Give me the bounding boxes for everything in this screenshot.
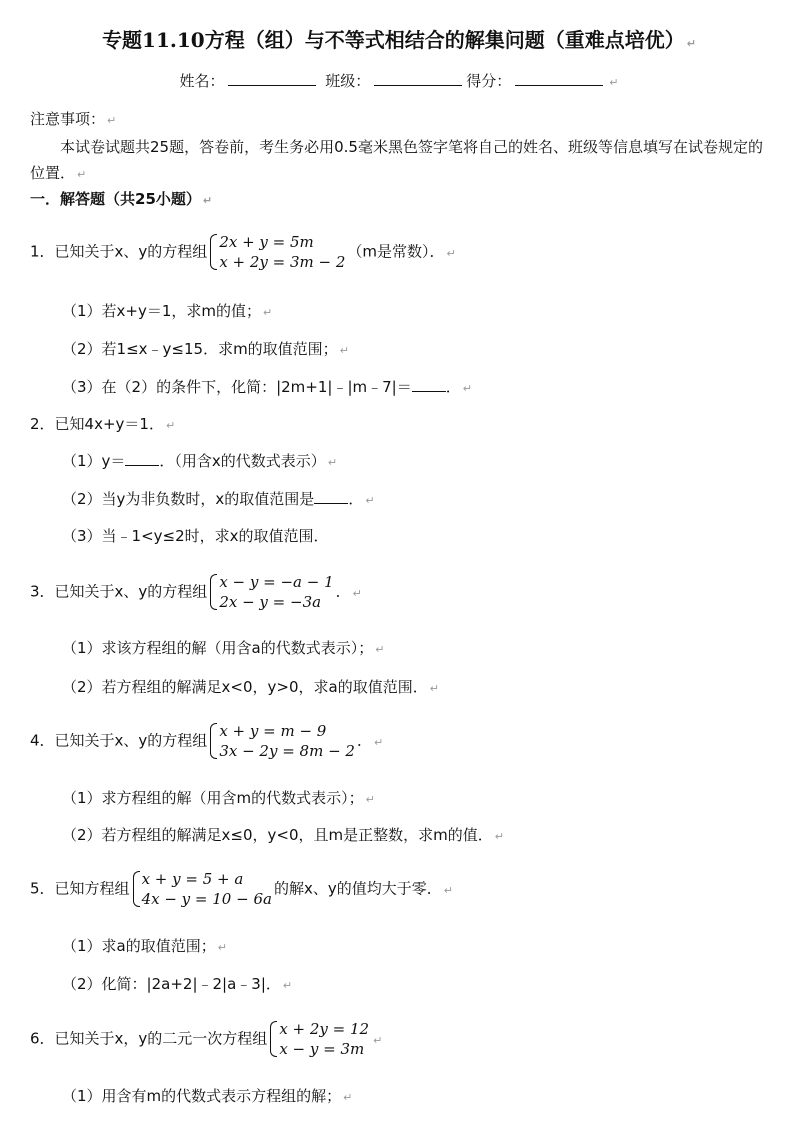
equation-line: x − y = 3m: [279, 1040, 365, 1058]
question-intro: 已知关于x，y的二元一次方程组: [54, 1029, 268, 1048]
equation-line: x + y = m − 9: [219, 722, 327, 740]
part-text-end: ．（用含x的代数式表示）: [159, 452, 326, 470]
answer-blank[interactable]: [125, 453, 159, 466]
part-text: （2）化简：|2a+2|﹣2|a﹣3|．: [62, 975, 281, 993]
part-text: （1）用含有m的代数式表示方程组的解；: [62, 1087, 342, 1105]
notes-text-content: 本试卷试题共25题，答卷前，考生务必用0.5毫米黑色签字笔将自己的姓名、班级等信息填写在试卷规定的位置．: [30, 138, 763, 182]
return-mark-icon: ↵: [443, 883, 453, 897]
question-5: [30, 869, 453, 909]
part-text: （2）若方程组的解满足x<0，y>0，求a的取值范围．: [62, 678, 428, 696]
part-text: （1）求方程组的解（用含m的代数式表示）；: [62, 789, 364, 807]
question-tail: （m是常数）．: [347, 242, 445, 261]
equation-system: [269, 1019, 369, 1059]
equation-line: 2x + y = 5m: [219, 233, 314, 251]
return-mark-icon: ↵: [429, 682, 439, 695]
return-mark-icon: ↵: [165, 419, 176, 432]
question-6: [30, 1019, 382, 1059]
equation-line: 4x − y = 10 − 6a: [141, 890, 272, 908]
question-2: [30, 413, 175, 434]
notes-heading-text: 注意事项：: [30, 110, 106, 128]
answer-blank[interactable]: [314, 491, 348, 504]
question-3-part-1: [62, 637, 384, 658]
return-mark-icon: ↵: [373, 735, 384, 749]
notes-heading: [30, 108, 116, 129]
question-3-part-2: [62, 676, 439, 697]
part-text: （1）y＝: [62, 452, 126, 470]
section-title: [30, 188, 212, 209]
question-intro: 已知关于x、y的方程组: [54, 582, 208, 601]
question-number: 2．: [30, 415, 55, 433]
equation-system: [132, 869, 272, 909]
return-mark-icon: ↵: [217, 941, 227, 954]
part-text: （3）在（2）的条件下，化简：|2m+1|﹣|m﹣7|＝: [62, 378, 412, 396]
return-mark-icon: ↵: [263, 306, 273, 319]
question-intro: 已知4x+y＝1．: [54, 415, 164, 433]
return-mark-icon: ↵: [107, 114, 117, 127]
return-mark-icon: ↵: [609, 76, 619, 89]
return-mark-icon: ↵: [686, 37, 696, 50]
return-mark-icon: ↵: [365, 793, 375, 806]
equation-system: [209, 721, 355, 761]
equation-line: 3x − 2y = 8m − 2: [219, 742, 355, 760]
return-mark-icon: ↵: [282, 979, 293, 992]
question-5-part-2: [62, 973, 292, 994]
question-tail: ．: [356, 731, 372, 750]
page-title: [0, 24, 798, 53]
question-number: 5．: [30, 879, 55, 898]
question-intro: 已知关于x、y的方程组: [54, 731, 208, 750]
part-text: （3）当﹣1<y≤2时，求x的取值范围．: [62, 527, 329, 545]
question-5-part-1: [62, 935, 227, 956]
question-number: 6．: [30, 1029, 55, 1048]
equation-system: [209, 232, 345, 272]
part-text-end: ．: [348, 490, 364, 508]
return-mark-icon: ↵: [462, 382, 472, 395]
equation-system: [209, 572, 333, 612]
question-1: [30, 232, 456, 272]
part-text: （2）若1≤x﹣y≤15．求m的取值范围；: [62, 340, 338, 358]
page-title-text: 专题11.10方程（组）与不等式相结合的解集问题（重难点培优）: [102, 28, 685, 52]
part-text: （1）求该方程组的解（用含a的代数式表示）；: [62, 639, 374, 657]
score-label: 得分：: [466, 72, 512, 90]
question-4: [30, 721, 383, 761]
question-2-part-3: [62, 525, 329, 546]
question-intro: 已知方程组: [54, 879, 130, 898]
return-mark-icon: ↵: [446, 246, 456, 260]
question-6-part-1: [62, 1085, 352, 1106]
return-mark-icon: ↵: [373, 1033, 383, 1047]
question-1-part-3: [62, 376, 472, 397]
equation-line: x + 2y = 12: [279, 1020, 370, 1038]
part-text-end: ．: [445, 378, 461, 396]
equation-line: x + 2y = 3m − 2: [219, 253, 346, 271]
section-title-text: 一．解答题（共25小题）: [30, 190, 201, 208]
question-number: 3．: [30, 582, 55, 601]
question-intro: 已知关于x、y的方程组: [54, 242, 208, 261]
return-mark-icon: ↵: [327, 456, 338, 469]
return-mark-icon: ↵: [202, 194, 213, 207]
part-text: （2）若方程组的解满足x≤0，y<0，且m是正整数，求m的值．: [62, 826, 493, 844]
answer-blank[interactable]: [412, 379, 446, 392]
notes-text: [30, 134, 775, 188]
part-text: （2）当y为非负数时，x的取值范围是: [62, 490, 315, 508]
return-mark-icon: ↵: [494, 830, 504, 843]
equation-line: 2x − y = −3a: [219, 593, 322, 611]
question-number: 1．: [30, 242, 55, 261]
score-blank[interactable]: [515, 71, 603, 86]
question-tail: 的解x、y的值均大于零．: [273, 879, 442, 898]
return-mark-icon: ↵: [365, 494, 375, 507]
question-4-part-2: [62, 824, 504, 845]
question-1-part-2: [62, 338, 349, 359]
equation-line: x + y = 5 + a: [141, 870, 244, 888]
class-blank[interactable]: [374, 71, 462, 86]
return-mark-icon: ↵: [375, 643, 385, 656]
part-text: （1）若x+y＝1，求m的值；: [62, 302, 262, 320]
name-blank[interactable]: [228, 71, 316, 86]
question-1-part-1: [62, 300, 272, 321]
return-mark-icon: ↵: [77, 168, 87, 181]
name-label: 姓名：: [179, 72, 225, 90]
part-text: （1）求a的取值范围；: [62, 937, 216, 955]
question-4-part-1: [62, 787, 375, 808]
equation-line: x − y = −a − 1: [219, 573, 334, 591]
question-2-part-2: [62, 488, 375, 509]
question-tail: ．: [335, 582, 351, 601]
return-mark-icon: ↵: [343, 1091, 353, 1104]
return-mark-icon: ↵: [352, 586, 362, 600]
question-2-part-1: [62, 450, 337, 471]
question-3: [30, 572, 362, 612]
class-label: 班级：: [325, 72, 371, 90]
return-mark-icon: ↵: [339, 344, 349, 357]
question-number: 4．: [30, 731, 55, 750]
student-info-line: [0, 70, 798, 91]
